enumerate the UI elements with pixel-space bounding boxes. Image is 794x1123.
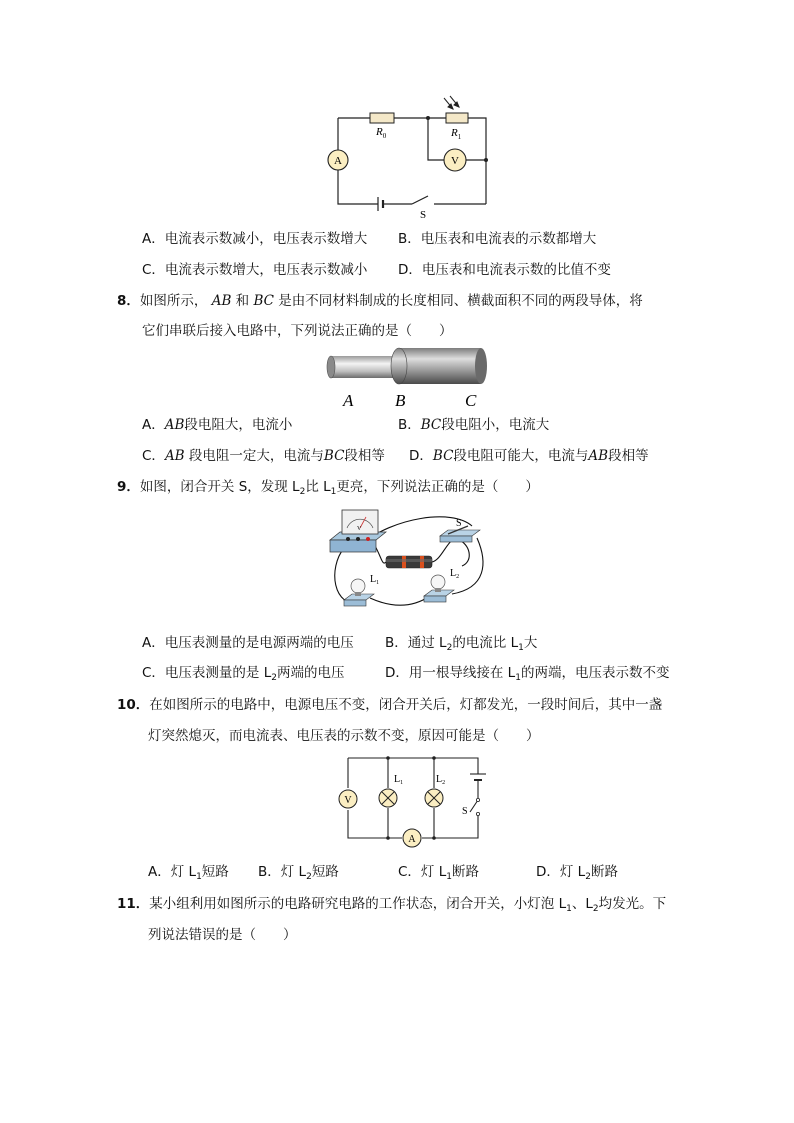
q7-option-b[interactable]: B．电压表和电流表的示数都增大: [398, 231, 597, 247]
q8-option-c[interactable]: C．AB 段电阻一定大，电流与BC段相等: [142, 448, 385, 464]
q11-stem-line1: 11．某小组利用如图所示的电路研究电路的工作状态，闭合开关，小灯泡 $L_1$、$L_2$均发光。下: [117, 896, 667, 914]
q11-stem-line2: 列说法错误的是（ ）: [148, 927, 297, 943]
q8-label-c: C: [465, 391, 477, 410]
q9-circuit-photo: [322, 508, 490, 618]
ammeter-label: A: [334, 155, 342, 167]
q9-l2-label: $L_2$: [450, 568, 460, 580]
q9-l1-label: $L_1$: [370, 574, 380, 586]
q7-option-a[interactable]: A．电流表示数减小，电压表示数增大: [142, 231, 368, 247]
q8-option-a[interactable]: A．AB段电阻大，电流小: [142, 417, 293, 433]
q9-option-d[interactable]: D．用一根导线接在 $L_1$的两端，电压表示数不变: [385, 665, 670, 683]
q7-circuit-diagram: [320, 92, 500, 222]
q10-circuit-diagram: [330, 752, 500, 852]
q8-label-b: B: [395, 391, 406, 410]
q9-option-a[interactable]: A．电压表测量的是电源两端的电压: [142, 635, 354, 651]
q8-option-b[interactable]: B．BC段电阻小，电流大: [398, 417, 550, 433]
q10-option-b[interactable]: B．灯 $L_2$短路: [258, 864, 339, 882]
q8-option-d[interactable]: D．BC段电阻可能大，电流与AB段相等: [409, 448, 649, 464]
q8-number: 8．: [117, 293, 140, 309]
q10-option-d[interactable]: D．灯 $L_2$断路: [536, 864, 618, 882]
q9-voltmeter-label: V: [357, 526, 362, 532]
q10-option-c[interactable]: C．灯 $L_1$断路: [398, 864, 479, 882]
q7-option-c[interactable]: C．电流表示数增大，电压表示数减小: [142, 262, 368, 278]
q11-number: 11．: [117, 896, 150, 912]
q10-number: 10．: [117, 697, 150, 713]
r0-label: $R_0$: [376, 126, 387, 140]
q7-option-d[interactable]: D．电压表和电流表示数的比值不变: [398, 262, 611, 278]
q9-option-c[interactable]: C．电压表测量的是 $L_2$两端的电压: [142, 665, 345, 683]
q9-option-b[interactable]: B．通过 $L_2$的电流比 $L_1$大: [385, 635, 538, 653]
q9-stem: 9．如图，闭合开关 S，发现 $L_2$比 $L_1$更亮，下列说法正确的是（ ）: [117, 479, 539, 497]
r1-label: $R_1$: [451, 127, 462, 141]
q10-l2-label: $L_2$: [436, 774, 446, 786]
q8-label-a: A: [343, 391, 354, 410]
q10-ammeter-label: A: [408, 834, 416, 845]
q10-option-a[interactable]: A．灯 $L_1$短路: [148, 864, 229, 882]
q9-switch-label: S: [456, 518, 462, 529]
q10-stem-line1: 10．在如图所示的电路中，电源电压不变，闭合开关后，灯都发光，一段时间后，其中一盏: [117, 697, 663, 713]
switch-label: S: [420, 209, 427, 221]
q8-stem-line2: 它们串联后接入电路中，下列说法正确的是（ ）: [142, 323, 453, 339]
voltmeter-label: V: [451, 155, 459, 167]
q10-voltmeter-label: V: [344, 795, 352, 806]
q10-stem-line2: 灯突然熄灭，而电流表、电压表的示数不变，原因可能是（ ）: [148, 728, 540, 744]
q10-switch-label: S: [462, 806, 468, 817]
q8-stem-line1: 8．如图所示， AB 和 BC 是由不同材料制成的长度相同、横截面积不同的两段导体，将: [117, 293, 643, 309]
q10-l1-label: $L_1$: [394, 774, 404, 786]
q8-conductor-figure: [325, 346, 490, 410]
q9-number: 9．: [117, 479, 140, 495]
